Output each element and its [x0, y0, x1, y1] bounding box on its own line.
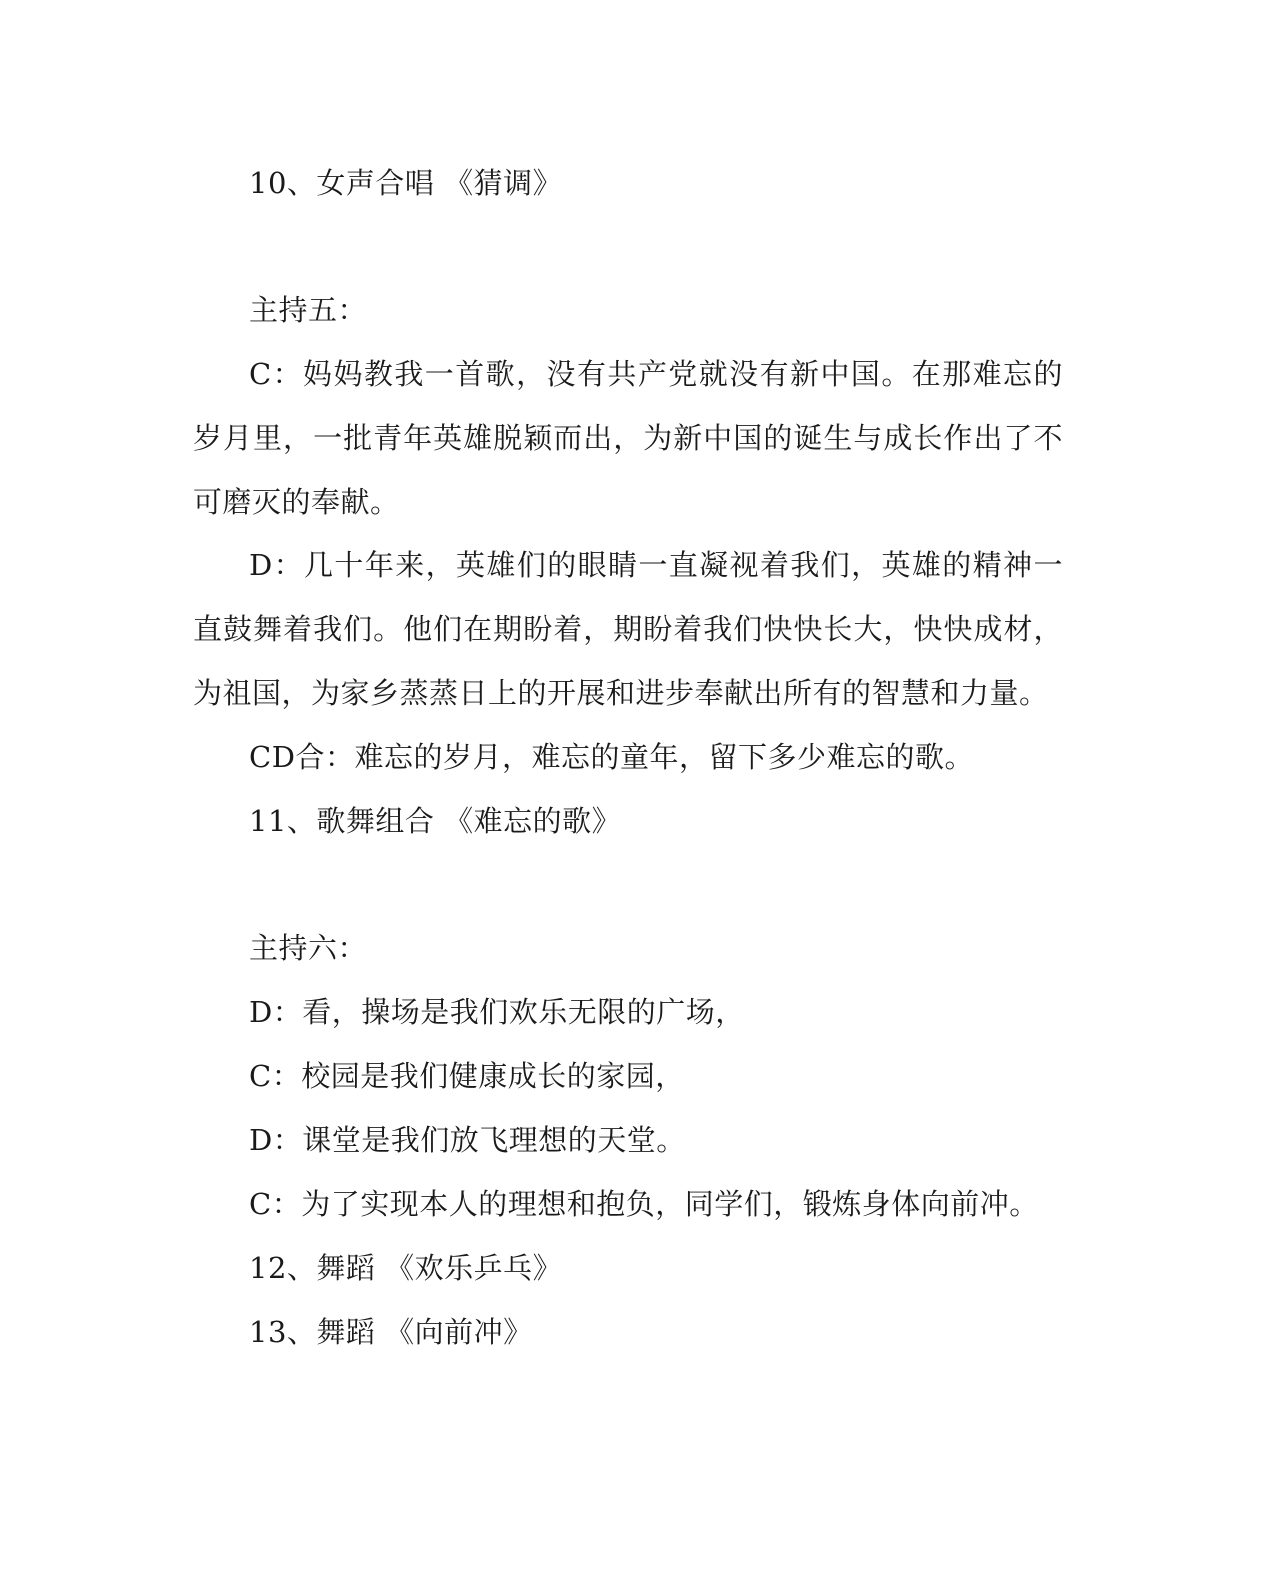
host-6-c-line-1: C：校园是我们健康成长的家园， [249, 1059, 685, 1093]
program-item-13: 13、舞蹈 《向前冲》 [249, 1315, 533, 1349]
host-6-c-line-2: C：为了实现本人的理想和抱负，同学们，锻炼身体向前冲。 [249, 1187, 1039, 1221]
host-6-d-line-1: D：看，操场是我们欢乐无限的广场， [249, 995, 745, 1029]
host-5-d-paragraph: D：几十年来，英雄们的眼睛一直凝视着我们，英雄的精神一直鼓舞着我们。他们在期盼着，期盼着我们快快长大，快快成材，为祖国，为家乡蒸蒸日上的开展和进步奉献出所有的智慧和力量。 [193, 548, 1063, 710]
host-5-c-paragraph: C：妈妈教我一首歌，没有共产党就没有新中国。在那难忘的岁月里，一批青年英雄脱颖而出，为新中国的诞生与成长作出了不可磨灭的奉献。 [193, 357, 1063, 519]
host-section-5-title: 主持五： [249, 293, 368, 327]
program-item-11: 11、歌舞组合 《难忘的歌》 [249, 804, 622, 838]
host-6-d-line-2: D：课堂是我们放飞理想的天堂。 [249, 1123, 686, 1157]
host-5-cd-line: CD合：难忘的岁月，难忘的童年，留下多少难忘的歌。 [249, 740, 974, 774]
program-item-10: 10、女声合唱 《猜调》 [249, 166, 563, 200]
program-item-12: 12、舞蹈 《欢乐乒乓》 [249, 1251, 563, 1285]
host-section-6-title: 主持六： [249, 931, 368, 965]
